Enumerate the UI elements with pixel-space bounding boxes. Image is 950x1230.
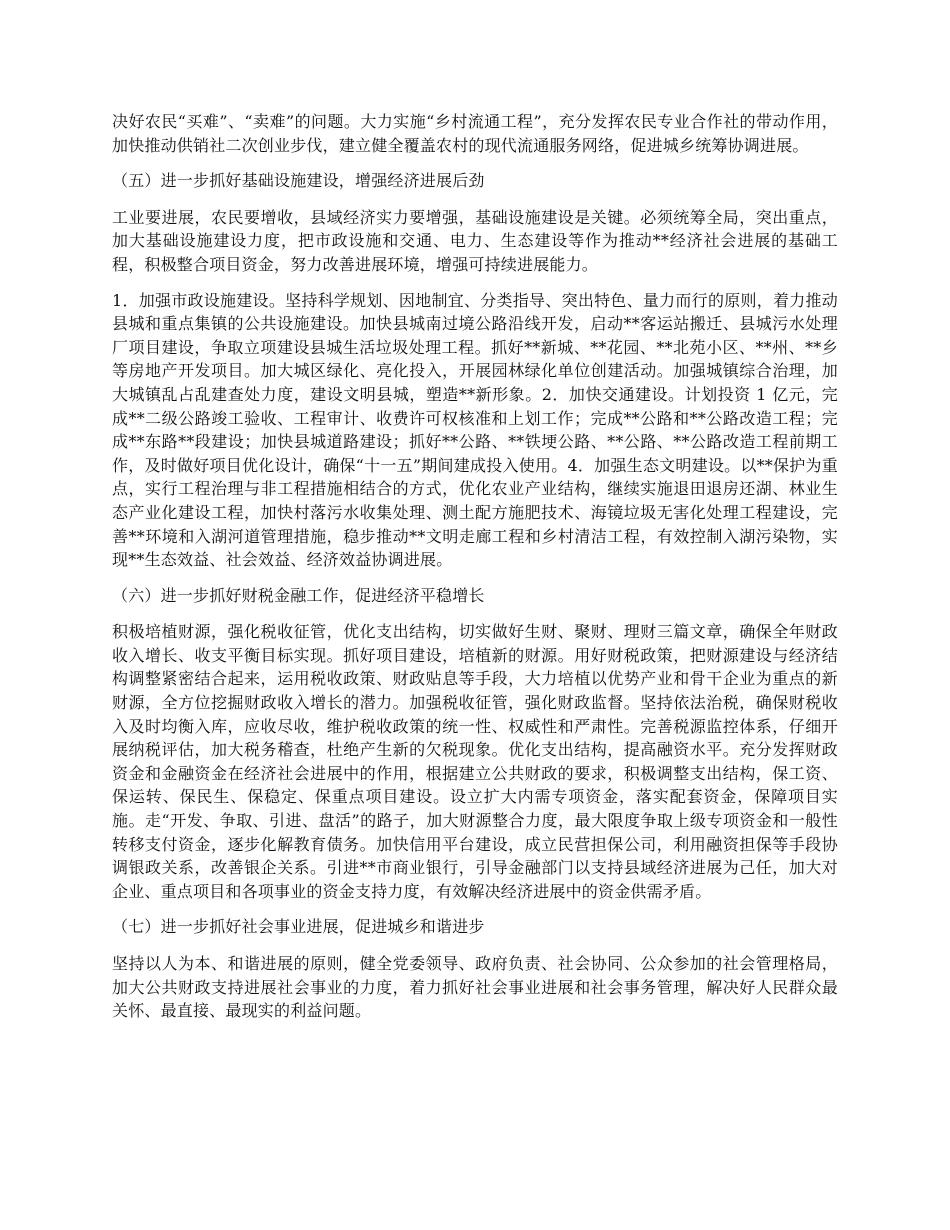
section-heading-5: （五）进一步抓好基础设施建设，增强经济进展后劲	[112, 171, 485, 191]
paragraph-circulation: 决好农民“买难”、“卖难”的问题。大力实施“乡村流通工程”，充分发挥农民专业合作社的带动作用，加快推动供销社二次创业步伐，建立健全覆盖农村的现代流通服务网络，促进城乡统筹协调进展。	[112, 112, 838, 155]
section-heading-6: （六）进一步抓好财税金融工作，促进经济平稳增长	[112, 585, 485, 605]
section-heading-7: （七）进一步抓好社会事业进展，促进城乡和谐进步	[112, 917, 485, 937]
paragraph-finance-tax: 积极培植财源，强化税收征管，优化支出结构，切实做好生财、聚财、理财三篇文章，确保全年财政收入增长、收支平衡目标实现。抓好项目建设，培植新的财源。用好财税政策，把财源建设与经济结构调整紧密结合起来，运用税收政策、财政贴息等手段，大力培植以优势产业和骨干企业为重点的新财源，全方位挖掘财政收入增长的潜力。加强税收征管，强化财政监督。坚持依法治税，确保财税收入及时均衡入库，应收尽收，维护税收政策的统一性、权威性和严肃性。完善税源监控体系，仔细开展纳税评估，加大税务稽查，杜绝产生新的欠税现象。优化支出结构，提高融资水平。充分发挥财政资金和金融资金在经济社会进展中的作用，根据建立公共财政的要求，积极调整支出结构，保工资、保运转、保民生、保稳定、保重点项目建设。设立扩大内需专项资金，落实配套资金，保障项目实施。走“开发、争取、引进、盘活”的路子，加大财源整合力度，最大限度争取上级专项资金和一般性转移支付资金，逐步化解教育债务。加快信用平台建设，成立民营担保公司，利用融资担保等手段协调银政关系，改善银企关系。引进**市商业银行，引导金融部门以支持县域经济进展为己任，加大对企业、重点项目和各项事业的资金支持力度，有效解决经济进展中的资金供需矛盾。	[112, 622, 838, 901]
paragraph-municipal-transport-ecology: 1．加强市政设施建设。坚持科学规划、因地制宜、分类指导、突出特色、量力而行的原则，着力推动县城和重点集镇的公共设施建设。加快县城南过境公路沿线开发，启动**客运站搬迁、县城污水处理厂项目建设，争取立项建设县城生活垃圾处理工程。抓好**新城、**花园、**北苑小区、**州、**乡等房地产开发项目。加大城区绿化、亮化投入，开展园林绿化单位创建活动。加强城镇综合治理，加大城镇乱占乱建查处力度，建设文明县城，塑造**新形象。2．加快交通建设。计划投资 1 亿元，完成**二级公路竣工验收、工程审计、收费许可权核准和上划工作；完成**公路和**公路改造工程；完成**东路**段建设；加快县城道路建设；抓好**公路、**铁埂公路、**公路、**公路改造工程前期工作，及时做好项目优化设计，确保“十一五”期间建成投入使用。4．加强生态文明建设。以**保护为重点，实行工程治理与非工程措施相结合的方式，优化农业产业结构，继续实施退田退房还湖、林业生态产业化建设工程，加快村落污水收集处理、测土配方施肥技术、海镜垃圾无害化处理工程建设，完善**环境和入湖河道管理措施，稳步推动**文明走廊工程和乡村清洁工程，有效控制入湖污染物，实现**生态效益、社会效益、经济效益协调进展。	[112, 290, 838, 570]
paragraph-social-development: 坚持以人为本、和谐进展的原则，健全党委领导、政府负责、社会协同、公众参加的社会管理格局，加大公共财政支持进展社会事业的力度，着力抓好社会事业进展和社会事务管理，解决好人民群众最关怀、最直接、最现实的利益问题。	[112, 954, 838, 1021]
paragraph-infrastructure: 工业要进展，农民要增收，县域经济实力要增强，基础设施建设是关键。必须统筹全局，突出重点，加大基础设施建设力度，把市政设施和交通、电力、生态建设等作为推动**经济社会进展的基础工程，积极整合项目资金，努力改善进展环境，增强可持续进展能力。	[112, 207, 838, 274]
